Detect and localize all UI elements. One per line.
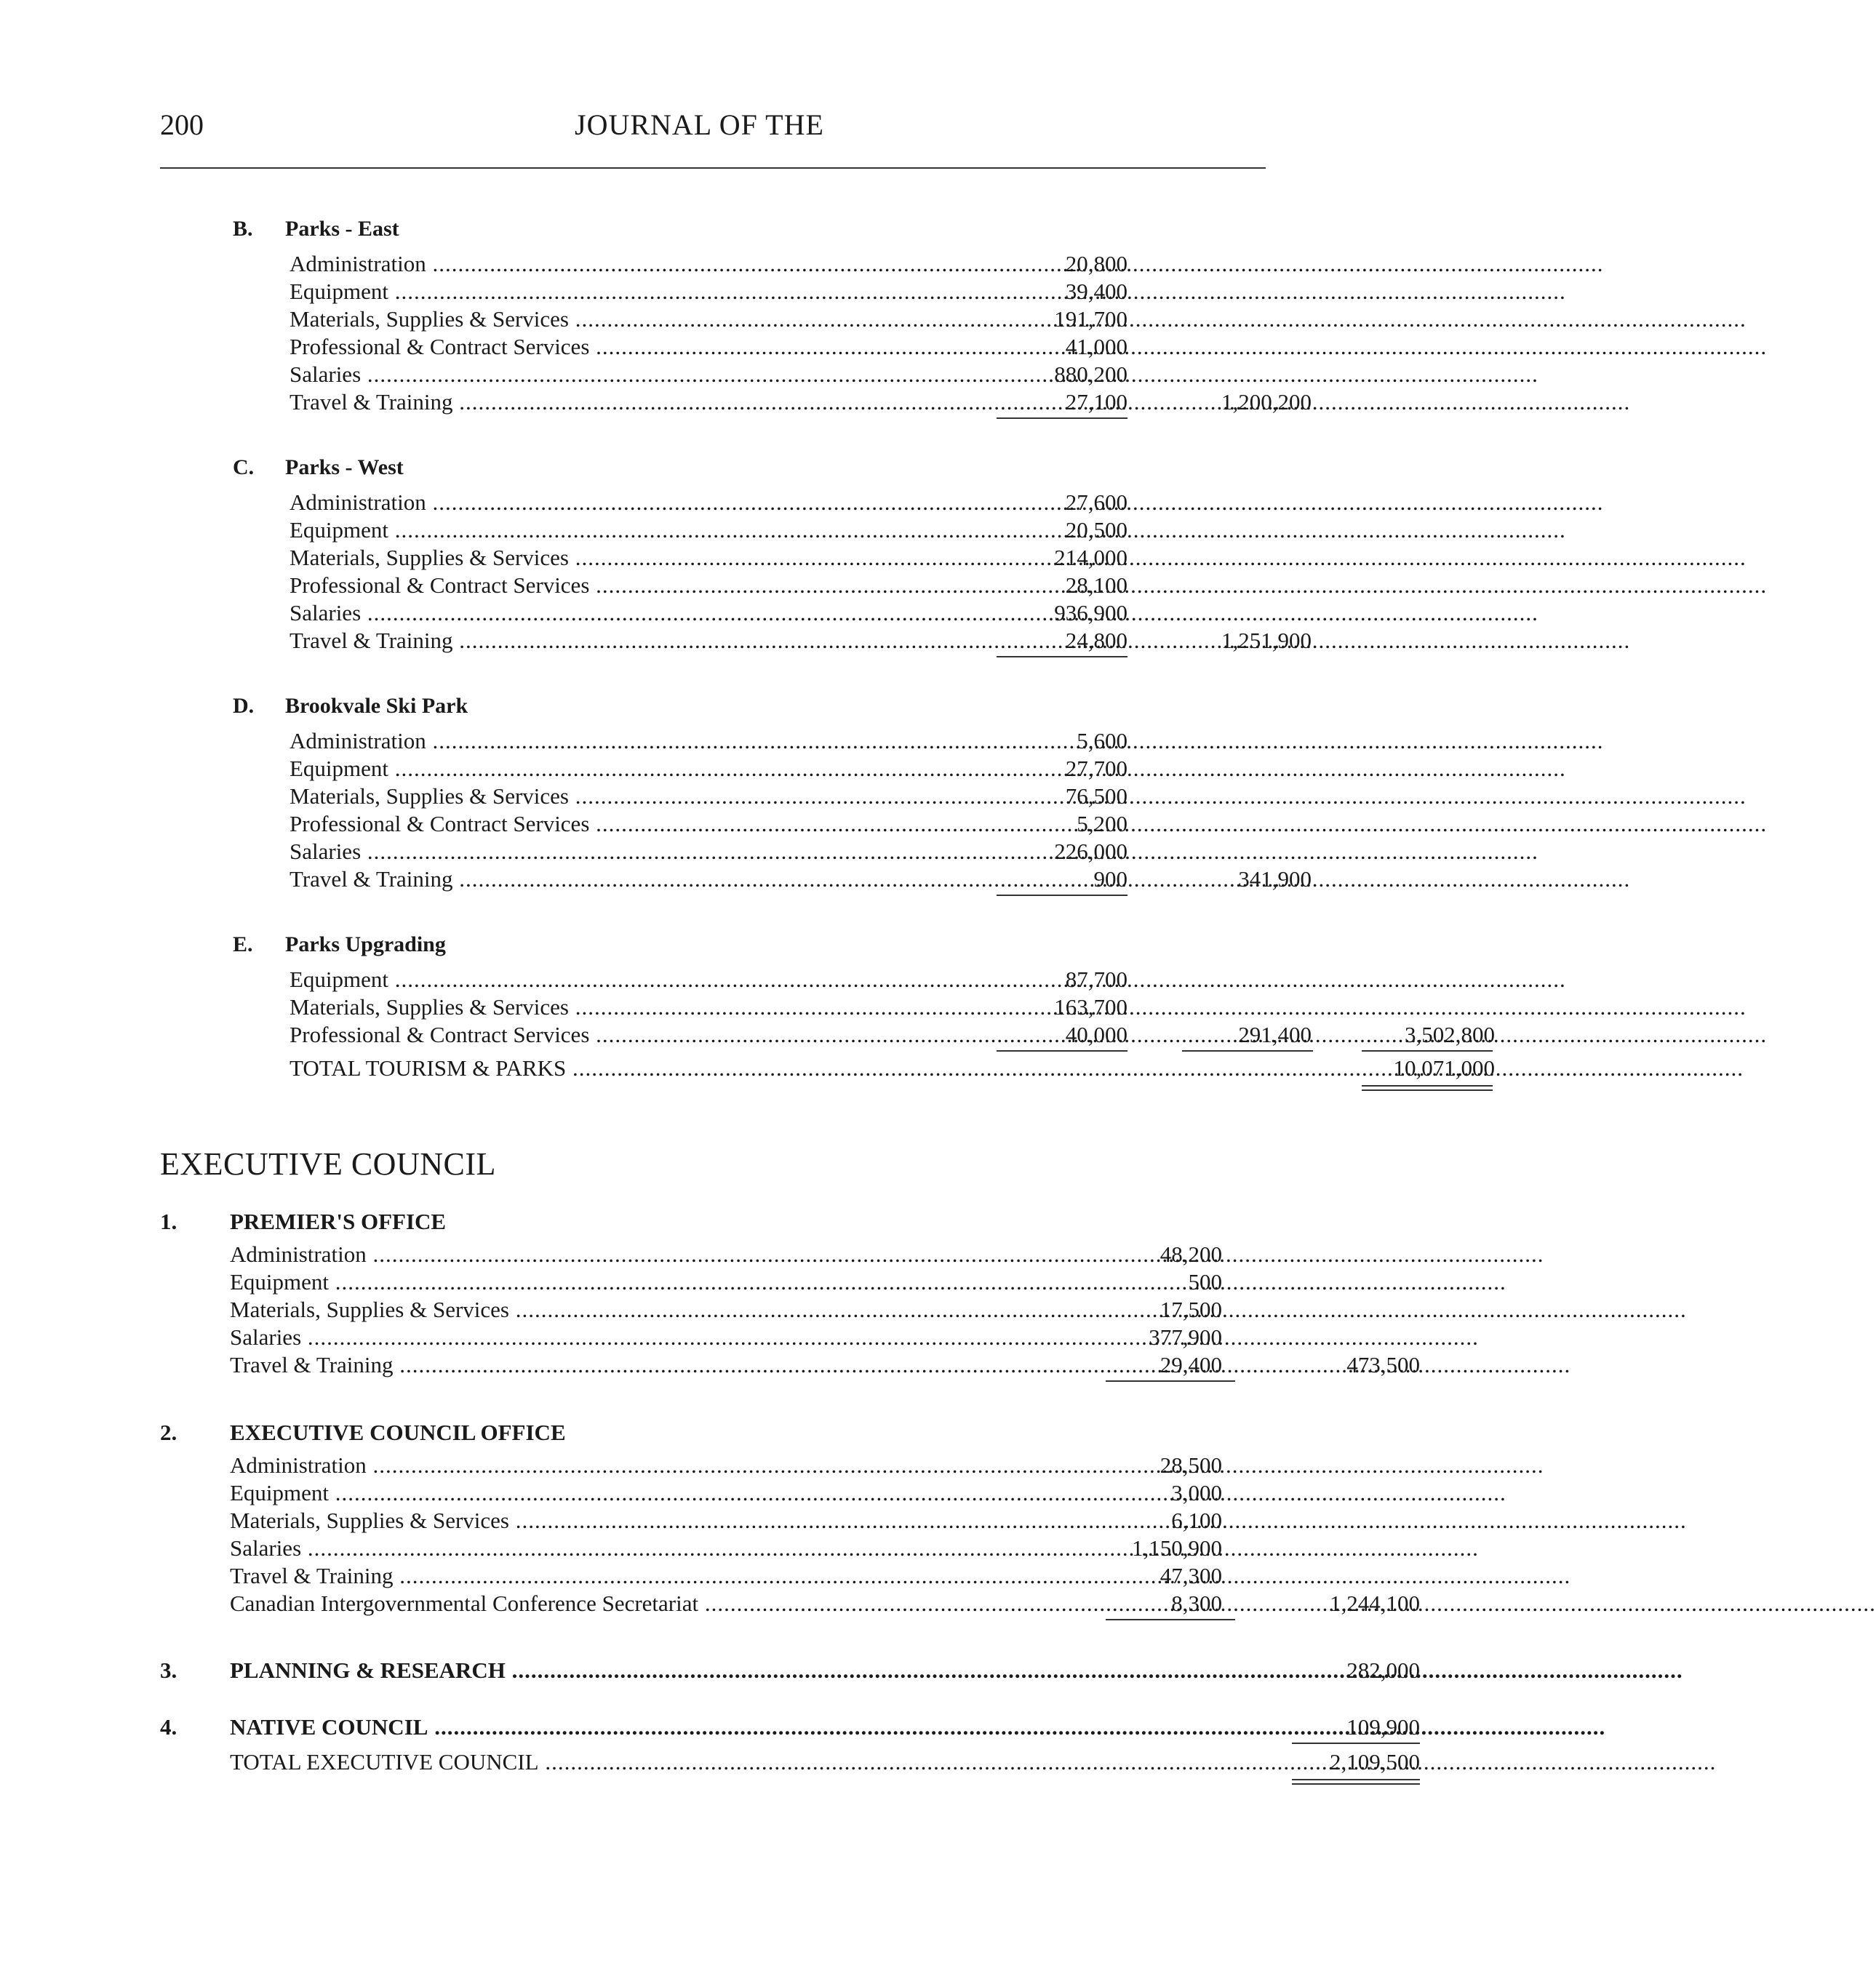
section-heading: 1. PREMIER'S OFFICE [160,1209,447,1234]
underline [997,417,1127,419]
underline [997,656,1127,657]
total-label: TOTAL EXECUTIVE COUNCIL ..... [230,1748,1234,1776]
subtotal: 291,400 [1238,1022,1312,1047]
subtotal: 1,200,200 [1221,389,1312,415]
planning-label: PLANNING & RESEARCH ..... [230,1657,1234,1684]
subtotal: 1,244,100 [1330,1591,1420,1616]
subtotal: 473,500 [1346,1352,1420,1377]
group-total: 3,502,800 [1405,1022,1495,1047]
page-header [160,102,1266,169]
journal-page: 200 JOURNAL OF THE B. Parks - East Administration ..... 20,800 Equipment ..... 39,400 Materials, Supplies & Services ..... 191,700 Professional & Contract Services ..... 41,000 Salaries ..... 880,200 Travel & Training ..... 27,100 1,200,200 C. Parks - West Administration ..... 27,600 Equipment ..... 20,500 Materials, Supplies & Services ..... 214,000 Professional & Contract Services ..... 28,100 Salaries ..... 936,900 Travel & Training ..... 24,800 1,251,900 D. Brookvale Ski Park Administration ..... 5,600 Equipment ..... 27,700 Materials, Supplies & Services ..... 76,500 Professional & Contract Services ..... 5,200 Salaries ..... 226,000 Travel & Training ..... 900 341,900 E. Parks Upgrading Equipment ..... 87,700 Materials, Supplies & Services ..... 163,700 Professional & Contract Services ..... 40,000 291,400 3,502,800 TOTAL TOURISM & PARKS ..... 10,071,000 EXECUTIVE COUNCIL 1. PREMIER'S OFFICE Administration ..... 48,200 Equipment ..... 500 Materials, Supplies & Services ..... 17,500 Salaries ..... 377,900 Travel & Training ..... 29,400 473,500 2. EXECUTIVE COUNCIL OFFICE Administration ..... 28,500 Equipment ..... 3,000 Materials, Supplies & Services ..... 6,100 Salaries ..... 1,150,900 Travel & Training ..... 47,300 Canadian Intergovernmental Conference Secretariat ..... 8,300 1,244,100 3. PLANNING & RESEARCH ..... 282,000 4. NATIVE COUNCIL ..... 109,900 TOTAL EXECUTIVE COUNCIL ..... 2,109,500 [0,0,1296,1976]
underline [1106,1619,1235,1620]
underline [997,1050,1127,1052]
underline [1106,1380,1235,1382]
journal-title: JOURNAL OF THE [575,108,824,141]
total-value: 2,109,500 [1330,1749,1420,1775]
subtotal: 341,900 [1238,866,1312,892]
section-heading: 2. EXECUTIVE COUNCIL OFFICE [160,1420,566,1445]
section-heading: E. Parks Upgrading [233,932,446,956]
planning-value: 282,000 [1346,1657,1420,1683]
underline [1292,1743,1420,1744]
native-label: NATIVE COUNCIL ..... [230,1713,1234,1741]
total-label: TOTAL TOURISM & PARKS ..... [290,1055,1135,1082]
native-value: 109,900 [1346,1714,1420,1740]
double-underline [1362,1085,1493,1091]
total-value: 10,071,000 [1393,1055,1495,1081]
underline [1182,1050,1313,1052]
subtotal: 1,251,900 [1221,628,1312,653]
section-heading: C. Parks - West [233,455,404,479]
double-underline [1292,1779,1420,1785]
page-number: 200 [160,108,204,141]
section-heading: B. Parks - East [233,217,399,241]
underline [1362,1050,1493,1052]
section-heading: D. Brookvale Ski Park [233,694,468,718]
underline [997,895,1127,896]
section-title: EXECUTIVE COUNCIL [160,1146,496,1182]
